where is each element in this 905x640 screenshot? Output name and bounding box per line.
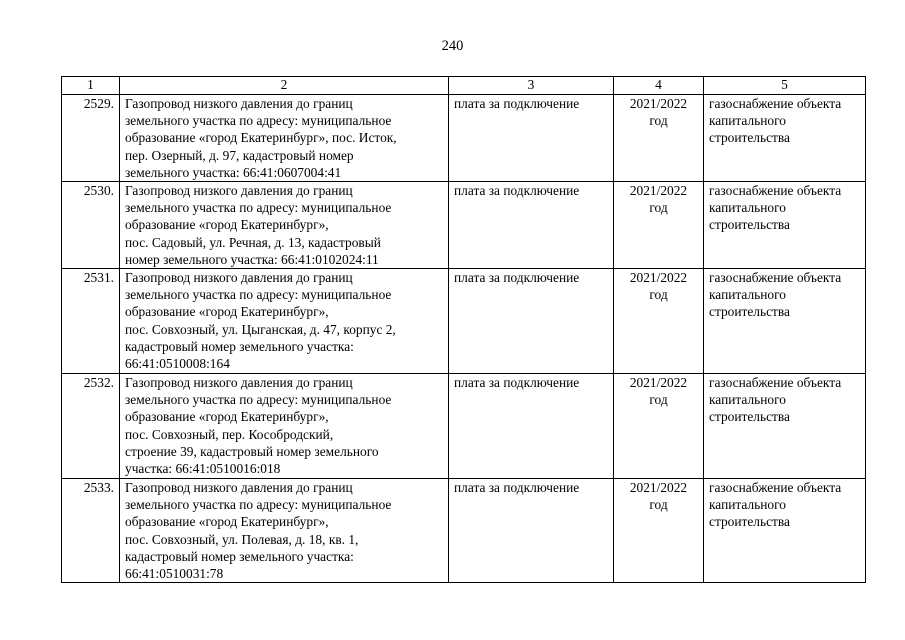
period <box>614 182 704 269</box>
period-line: 2021/2022 <box>629 270 688 286</box>
header-col-3: 3 <box>449 77 614 95</box>
object-line: пос. Совхозный, ул. Цыганская, д. 47, корпус 2, <box>125 321 396 337</box>
purpose-line: капитального <box>709 392 786 408</box>
purpose-line: газоснабжение объекта <box>709 480 842 496</box>
period-line: 2021/2022 <box>629 375 688 391</box>
object-line: пос. Совхозный, ул. Полевая, д. 18, кв. 1, <box>125 531 359 547</box>
row-number: 2532. <box>62 374 120 479</box>
object-line: пос. Совхозный, пер. Кособродский, <box>125 426 334 442</box>
object-line: кадастровый номер земельного участка: <box>125 338 354 354</box>
object-line: строение 39, кадастровый номер земельного <box>125 443 379 459</box>
funding-basis: плата за подключение <box>449 95 614 182</box>
object-line: Газопровод низкого давления до границ <box>125 183 353 199</box>
table-header-row <box>62 77 866 95</box>
funding-basis: плата за подключение <box>449 479 614 583</box>
object-line: образование «город Екатеринбург», <box>125 514 329 530</box>
object-line: Газопровод низкого давления до границ <box>125 375 353 391</box>
purpose-line: строительства <box>709 130 790 146</box>
object-description <box>120 374 449 479</box>
object-line: земельного участка по адресу: муниципальное <box>125 200 392 216</box>
header-col-5: 5 <box>704 77 866 95</box>
purpose <box>704 269 866 374</box>
row-number: 2531. <box>62 269 120 374</box>
purpose-line: строительства <box>709 217 790 233</box>
purpose-line: строительства <box>709 514 790 530</box>
object-description <box>120 479 449 583</box>
period-line: год <box>649 497 668 513</box>
header-col-2: 2 <box>120 77 449 95</box>
period-line: 2021/2022 <box>629 480 688 496</box>
funding-basis: плата за подключение <box>449 374 614 479</box>
object-line: образование «город Екатеринбург», пос. Исток, <box>125 130 397 146</box>
data-table <box>61 76 866 583</box>
object-line: пос. Садовый, ул. Речная, д. 13, кадастровый <box>125 234 381 250</box>
object-line: земельного участка по адресу: муниципальное <box>125 392 392 408</box>
purpose-line: капитального <box>709 113 786 129</box>
table-row <box>62 374 866 479</box>
table-row <box>62 182 866 269</box>
period <box>614 269 704 374</box>
period-line: 2021/2022 <box>629 96 688 111</box>
funding-basis: плата за подключение <box>449 269 614 374</box>
period-line: год <box>649 287 668 303</box>
object-line: 66:41:0510008:164 <box>125 356 230 372</box>
purpose <box>704 374 866 479</box>
header-col-4: 4 <box>614 77 704 95</box>
object-line: земельного участка по адресу: муниципальное <box>125 497 392 513</box>
object-line: пер. Озерный, д. 97, кадастровый номер <box>125 147 354 163</box>
object-line: земельного участка по адресу: муниципальное <box>125 287 392 303</box>
purpose-line: капитального <box>709 287 786 303</box>
object-line: Газопровод низкого давления до границ <box>125 270 353 286</box>
purpose-line: газоснабжение объекта <box>709 375 842 391</box>
row-number: 2533. <box>62 479 120 583</box>
purpose-line: строительства <box>709 304 790 320</box>
object-line: 66:41:0510031:78 <box>125 566 224 582</box>
period <box>614 479 704 583</box>
purpose-line: строительства <box>709 409 790 425</box>
object-description <box>120 269 449 374</box>
header-col-1: 1 <box>62 77 120 95</box>
object-line: кадастровый номер земельного участка: <box>125 548 354 564</box>
object-line: образование «город Екатеринбург», <box>125 409 329 425</box>
row-number: 2530. <box>62 182 120 269</box>
page-number: 240 <box>441 38 464 54</box>
object-line: образование «город Екатеринбург», <box>125 304 329 320</box>
period-line: год <box>649 392 668 408</box>
table-row <box>62 479 866 583</box>
period <box>614 95 704 182</box>
row-number: 2529. <box>62 95 120 182</box>
object-line: участка: 66:41:0510016:018 <box>125 461 281 477</box>
purpose-line: газоснабжение объекта <box>709 96 842 111</box>
purpose-line: газоснабжение объекта <box>709 183 842 199</box>
funding-basis: плата за подключение <box>449 182 614 269</box>
object-line: образование «город Екатеринбург», <box>125 217 329 233</box>
purpose-line: капитального <box>709 200 786 216</box>
period-line: 2021/2022 <box>629 183 688 199</box>
object-line: Газопровод низкого давления до границ <box>125 480 353 496</box>
object-description <box>120 182 449 269</box>
object-line: земельного участка по адресу: муниципальное <box>125 113 392 129</box>
object-line: земельного участка: 66:41:0607004:41 <box>125 164 342 180</box>
table-row <box>62 95 866 182</box>
table-row <box>62 269 866 374</box>
period-line: год <box>649 113 668 129</box>
purpose-line: капитального <box>709 497 786 513</box>
period <box>614 374 704 479</box>
object-line: номер земельного участка: 66:41:0102024:11 <box>125 251 379 267</box>
purpose-line: газоснабжение объекта <box>709 270 842 286</box>
purpose <box>704 182 866 269</box>
purpose <box>704 479 866 583</box>
object-line: Газопровод низкого давления до границ <box>125 96 353 111</box>
period-line: год <box>649 200 668 216</box>
object-description <box>120 95 449 182</box>
purpose <box>704 95 866 182</box>
